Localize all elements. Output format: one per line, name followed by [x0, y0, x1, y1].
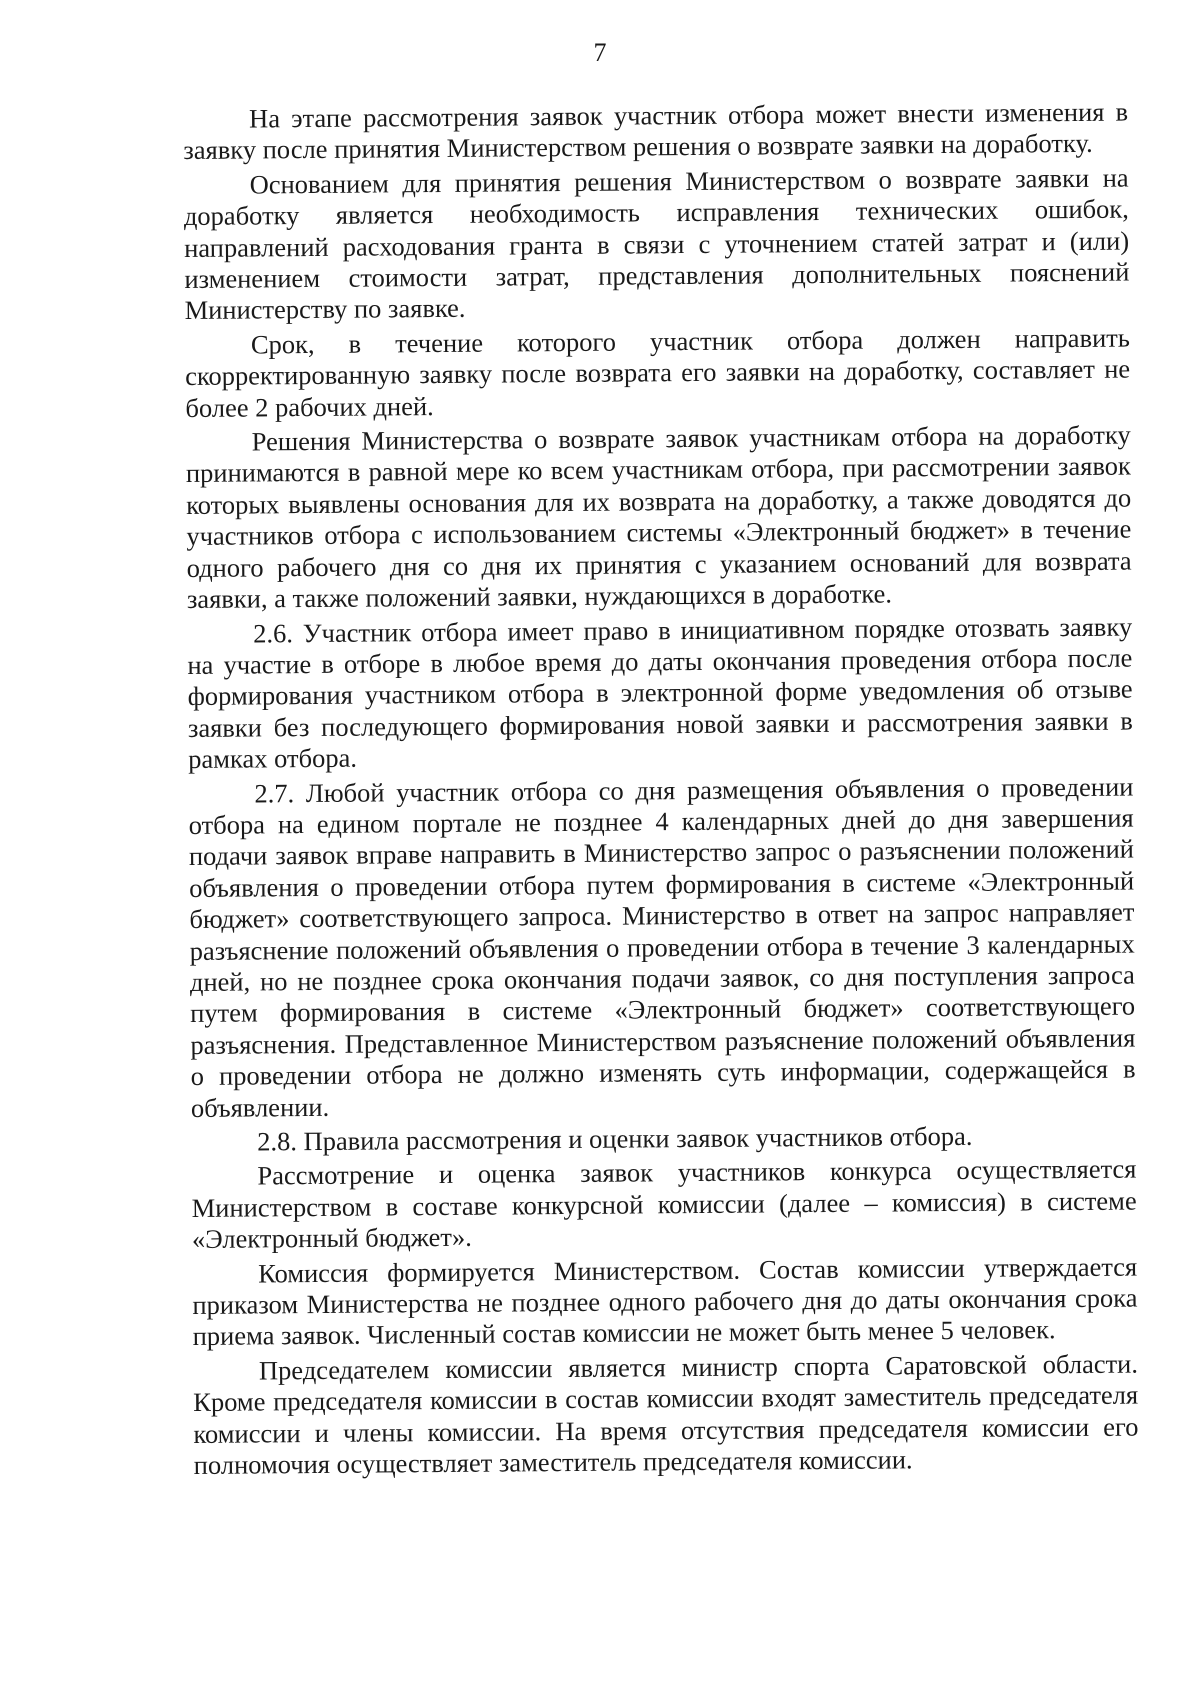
paragraph-2-6-withdrawal: 2.6. Участник отбора имеет право в инициативном порядке отозвать заявку на участие в отборе в любое время до даты окончания проведения отбора после формирования участником отбора в электронной форме уведомления об отзыве заявки без последующего формирования новой заявки и рассмотрения заявки в рамках отбора. [187, 611, 1133, 775]
document-body [183, 97, 1139, 1482]
paragraph-return-grounds: Основанием для принятия решения Министерством о возврате заявки на доработку является необходимость исправления технических ошибок, направлений расходования гранта в связи с уточнением статей затрат и (или) изменением стоимости затрат, представления дополнительных пояснений Министерству по заявке. [183, 162, 1130, 326]
paragraph-commission-formation: Комиссия формируется Министерством. Состав комиссии утверждается приказом Министерства не позднее одного рабочего дня до даты окончания срока приема заявок. Численный состав комиссии не может быть менее 5 человек. [192, 1251, 1138, 1352]
paragraph-2-7-clarification: 2.7. Любой участник отбора со дня размещения объявления о проведении отбора на едином портале не позднее 4 календарных дней до дня завершения подачи заявок вправе направить в Министерство запрос о разъяснении положений объявления о проведении отбора путем формирования в системе «Электронный бюджет» соответствующего запроса. Министерство в ответ на запрос направляет разъяснение положений объявления о проведении отбора в течение 3 календарных дней, но не позднее срока окончания подачи заявок, со дня поступления запроса путем формирования в системе «Электронный бюджет» соответствующего разъяснения. Представленное Министерством разъяснение положений объявления о проведении отбора не должно изменять суть информации, содержащейся в объявлении. [188, 771, 1136, 1123]
paragraph-revision-stage: На этапе рассмотрения заявок участник отбора может внести изменения в заявку после принятия Министерством решения о возврате заявки на доработку. [183, 96, 1129, 166]
page-number: 7 [593, 38, 607, 67]
paragraph-resubmission-deadline: Срок, в течение которого участник отбора должен направить скорректированную заявку после возврата его заявки на доработку, составляет не более 2 рабочих дней. [185, 322, 1131, 423]
paragraph-return-decisions: Решения Министерства о возврате заявок участникам отбора на доработку принимаются в равной мере ко всем участникам отбора, при рассмотрении заявок которых выявлены основания для их возврата на доработку, а также доводятся до участников отбора с использованием системы «Электронный бюджет» в течение одного рабочего дня со дня их принятия с указанием оснований для возврата заявки, а также положений заявки, нуждающихся в доработке. [185, 419, 1132, 615]
paragraph-commission-chair: Председателем комиссии является министр спорта Саратовской области. Кроме председателя комиссии в состав комиссии входят заместитель председателя комиссии и члены комиссии. На время отсутствия председателя комиссии его полномочия осуществляет заместитель председателя комиссии. [193, 1348, 1139, 1481]
paragraph-commission-review: Рассмотрение и оценка заявок участников конкурса осуществляется Министерством в составе конкурсной комиссии (далее – комиссия) в системе «Электронный бюджет». [191, 1153, 1137, 1255]
paragraph-2-8-review-rules: 2.8. Правила рассмотрения и оценки заявок участников отбора. [257, 1120, 973, 1157]
